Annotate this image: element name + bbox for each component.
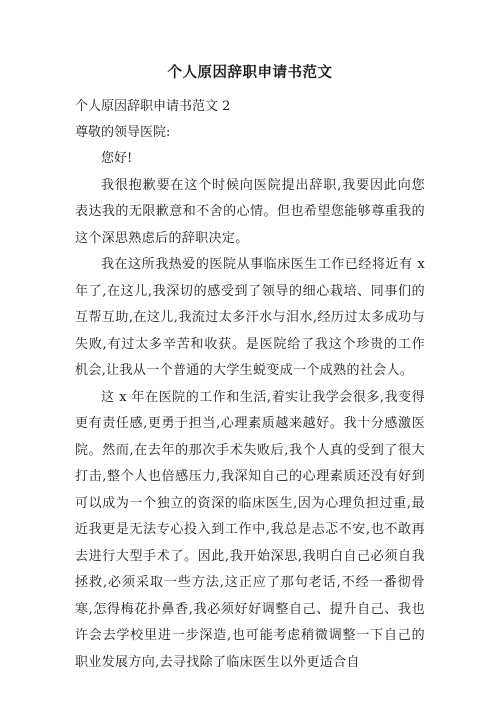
greeting: 您好! <box>101 151 133 166</box>
salutation: 尊敬的领导医院: <box>75 125 171 140</box>
document-subtitle: 个人原因辞职申请书范文 2 <box>75 99 231 114</box>
document-title: 个人原因辞职申请书范文 <box>167 64 333 81</box>
paragraph-apology: 我很抱歉要在这个时候向医院提出辞职,我要因此向您表达我的无限歉意和不舍的心情。但也希望您能够尊重我的这个深思熟虑后的辞职决定。 <box>75 177 425 246</box>
paragraph-reason: 这 x 年在医院的工作和生活,着实让我学会很多,我变得更有责任感,更勇于担当,心理素质越来越好。我十分感激医院。然而,在去年的那次手术失败后,我个人真的受到了很大打击,整个人也倍感压力,我深知自己的心理素质还没有好到可以成为一个独立的资深的临床医生,因为心理负担过重,最近我更是无法专心投入到工作中,我总是忐忑不安,也不敢再去进行大型手术了。因此,我开始深思,我明白自己必须自我拯救,必须采取一些方法,这正应了那句老话,不经一番彻骨寒,怎得梅花扑鼻香,我必须好好调整自己、提升自己、我也许会去学校里进一步深造,也可能考虑稍微调整一下自己的职业发展方向,去寻找除了临床医生以外更适合自 <box>75 389 425 670</box>
paragraph-experience: 我在这所我热爱的医院从事临床医生工作已经将近有 x 年了,在这儿,我深切的感受到了领导的细心栽培、同事们的互帮互助,在这儿,我流过太多汗水与泪水,经历过太多成功与失败,有过太多辛苦和收获。是医院给了我这个珍贵的工作机会,让我从一个普通的大学生蜕变成一个成熟的社会人。 <box>75 257 425 378</box>
